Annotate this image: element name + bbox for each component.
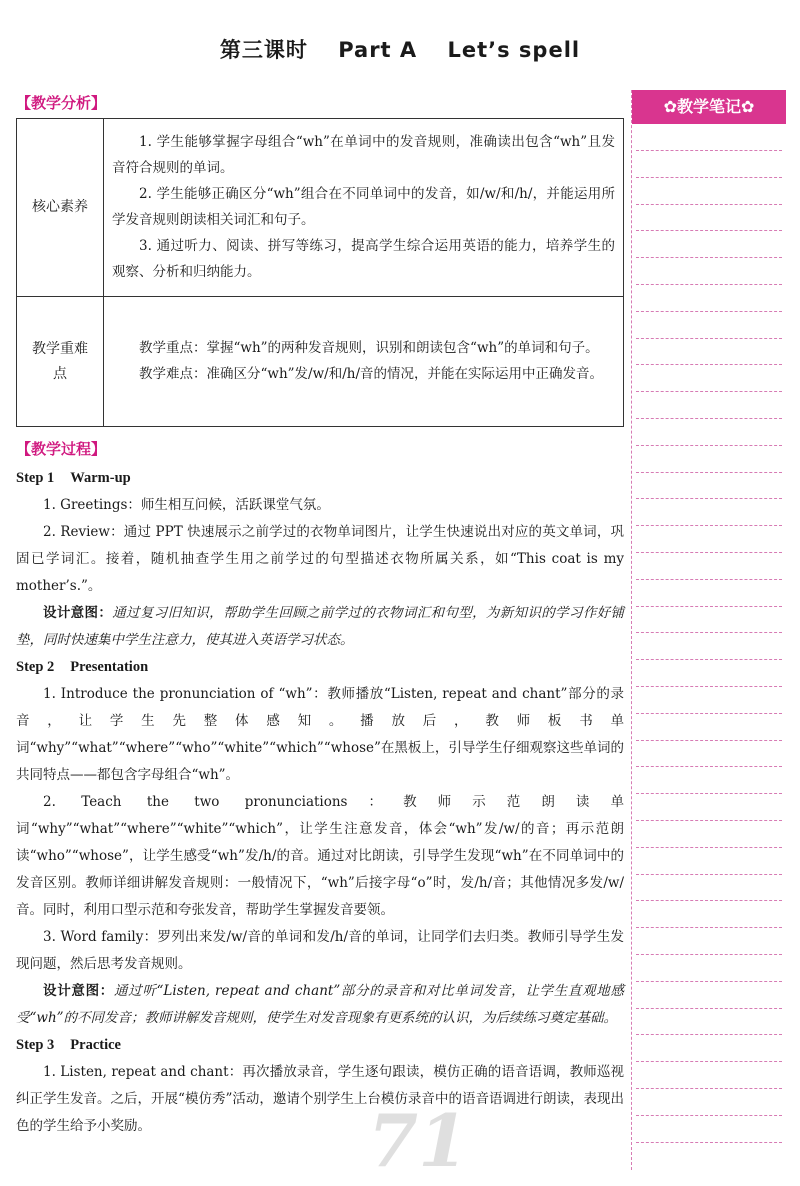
row-header-core-literacy: 核心素养 [17,119,104,297]
teaching-notes-header: ✿教学笔记✿ [632,90,786,124]
notes-writing-line [636,391,782,392]
notes-writing-line [636,1142,782,1143]
literacy-goal-3: 3. 通过听力、阅读、拼写等练习，提高学生综合运用英语的能力，培养学生的观察、分析和归纳能力。 [112,237,615,280]
notes-writing-line [636,659,782,660]
notes-writing-line [636,1008,782,1009]
notes-writing-line [636,338,782,339]
step-2-design-intent [16,978,624,1032]
notes-writing-line [636,364,782,365]
design-intent-label: 设计意图： [43,983,114,999]
notes-writing-line [636,230,782,231]
notes-writing-line [636,472,782,473]
table-row [17,297,624,427]
notes-writing-line [636,927,782,928]
row-header-key-difficulties [17,297,104,427]
analysis-section-tag: 【教学分析】 [16,94,107,112]
step-2-teach: 2. Teach the two pronunciations：教师示范朗读单词“why”“what”“where”“white”“which”，让学生注意发音，体会“wh”发/w/的音；再示范朗读“who”“whose”，让学生感受“wh”发/h/的音。通过对比朗读，引导学生发现“wh”在不同单词中的发音区别。教师详细讲解发音规则：一般情况下，“wh”后接字母“o”时，发/h/音；其他情况多发/w/音。同时，利用口型示范和夸张发音，帮助学生掌握发音要领。 [16,794,624,918]
design-intent-text: 通过复习旧知识，帮助学生回顾之前学过的衣物词汇和句型，为新知识的学习作好铺垫，同时快速集中学生注意力，使其进入英语学习状态。 [16,605,625,648]
row-content-core-literacy [104,119,624,297]
notes-writing-line [636,954,782,955]
notes-writing-line [636,1061,782,1062]
literacy-goal-2: 2. 学生能够正确区分“wh”组合在不同单词中的发音，如/w/和/h/，并能运用所学发音规则朗读相关词汇和句子。 [112,185,615,228]
step-3-heading [16,1032,624,1059]
step-title: Practice [70,1037,121,1053]
row-content-key-difficulties [104,297,624,427]
step-number: Step 1 [16,470,55,486]
notes-writing-line [636,418,782,419]
design-intent-label: 设计意图： [43,605,113,621]
key-point: 教学重点：掌握“wh”的两种发音规则，识别和朗读包含“wh”的单词和句子。 [139,339,599,356]
notes-writing-line [636,1088,782,1089]
step-1-review: 2. Review：通过 PPT 快速展示之前学过的衣物单词图片，让学生快速说出对应的英文单词，巩固已学词汇。接着，随机抽查学生用之前学过的句型描述衣物所属关系，如“This coat is my mother’s.”。 [16,524,624,594]
table-row [17,119,624,297]
step-3-listen-repeat: 1. Listen, repeat and chant：再次播放录音，学生逐句跟读，模仿正确的语音语调，教师巡视纠正学生发音。之后，开展“模仿秀”活动，邀请个别学生上台模仿录音中的语音语调进行朗读，表现出色的学生给予小奖励。 [16,1064,624,1134]
notes-writing-line [636,257,782,258]
notes-writing-line [636,525,782,526]
notes-writing-line [636,311,782,312]
notes-writing-line [636,793,782,794]
notes-writing-line [636,981,782,982]
step-2-word-family: 3. Word family：罗列出来发/w/音的单词和发/h/音的单词，让同学们去归类。教师引导学生发现问题，然后思考发音规则。 [16,929,624,972]
notes-writing-line [636,204,782,205]
notes-writing-line [636,284,782,285]
key-difficulties-label: 教学重难点 [32,340,88,382]
notes-writing-line [636,820,782,821]
notes-writing-line [636,847,782,848]
step-1-heading [16,465,624,492]
notes-writing-line [636,686,782,687]
difficult-point: 教学难点：准确区分“wh”发/w/和/h/音的情况，并能在实际运用中正确发音。 [139,365,603,382]
step-1-design-intent [16,600,624,654]
notes-writing-line [636,579,782,580]
notes-writing-line [636,1115,782,1116]
teaching-process [16,465,624,1140]
step-number: Step 2 [16,659,55,675]
notes-writing-line [636,740,782,741]
notes-writing-line [636,874,782,875]
step-2-introduce: 1. Introduce the pronunciation of “wh”：教师播放“Listen, repeat and chant”部分的录音，让学生先整体感知。播放后，教师板书单词“why”“what”“where”“who”“white”“which”“whose”在黑板上，引导学生仔细观察这些单词的共同特点——都包含字母组合“wh”。 [16,686,624,783]
teaching-notes-panel [631,90,786,1170]
page-number: 71 [368,1098,469,1183]
notes-writing-line [636,150,782,151]
notes-writing-line [636,177,782,178]
notes-writing-line [636,713,782,714]
step-1-greetings: 1. Greetings：师生相互问候，活跃课堂气氛。 [43,497,330,513]
notes-writing-line [636,445,782,446]
notes-writing-line [636,766,782,767]
notes-writing-line [636,552,782,553]
literacy-goal-1: 1. 学生能够掌握字母组合“wh”在单词中的发音规则，准确读出包含“wh”且发音符合规则的单词。 [112,133,615,176]
teaching-analysis-table [16,118,624,427]
design-intent-text: 通过听“Listen, repeat and chant”部分的录音和对比单词发音，让学生直观地感受“wh”的不同发音；教师讲解发音规则，使学生对发音现象有更系统的认识，为后续练习奠定基础。 [16,983,624,1026]
process-section-tag: 【教学过程】 [16,440,107,458]
page-title: 第三课时 Part A Let’s spell [219,38,581,62]
notes-writing-line [636,1034,782,1035]
step-number: Step 3 [16,1037,55,1053]
step-title: Warm-up [70,470,131,486]
notes-writing-line [636,498,782,499]
notes-writing-line [636,632,782,633]
step-title: Presentation [70,659,149,675]
notes-writing-line [636,900,782,901]
step-2-heading [16,654,624,681]
notes-writing-line [636,606,782,607]
